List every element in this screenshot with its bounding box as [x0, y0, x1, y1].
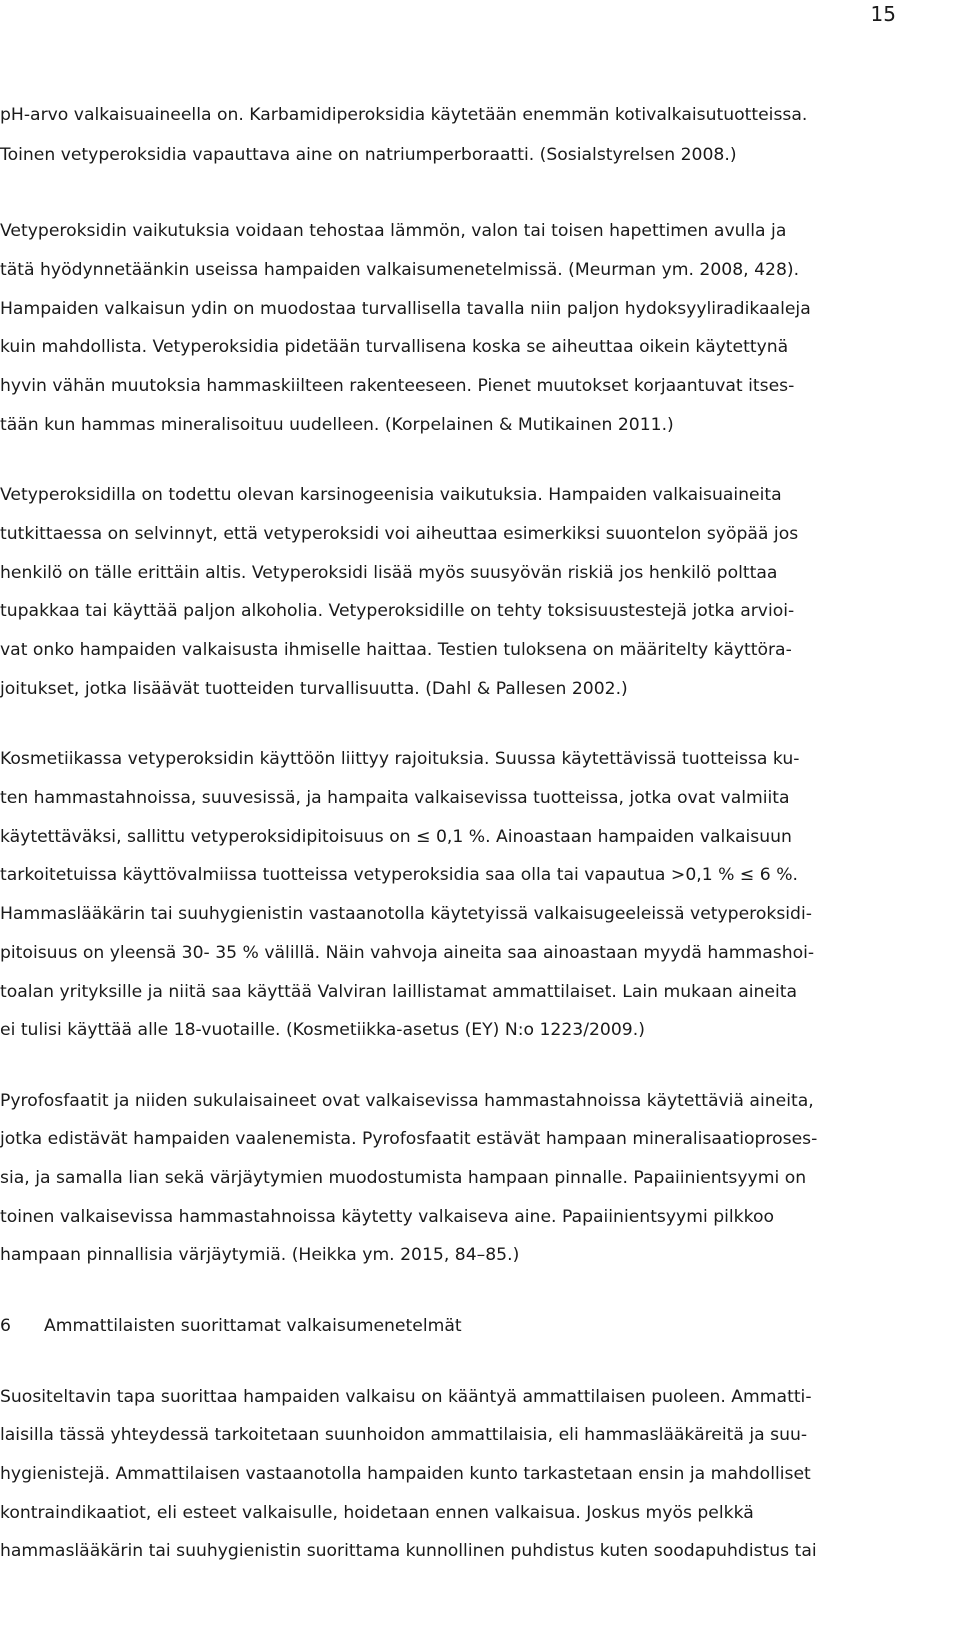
text-line: sia, ja samalla lian sekä värjäytymien muodostumista hampaan pinnalle. Papaiinientsyymi on	[0, 1168, 807, 1188]
text-line: hampaan pinnallisia värjäytymiä. (Heikka ym. 2015, 84–85.)	[0, 1245, 520, 1265]
text-line: tarkoitetuissa käyttövalmiissa tuotteissa vetyperoksidia saa olla tai vapautua >0,1 % ≤ 6 %.	[0, 865, 798, 885]
text-line: joitukset, jotka lisäävät tuotteiden turvallisuutta. (Dahl & Pallesen 2002.)	[0, 679, 628, 699]
text-line: Vetyperoksidin vaikutuksia voidaan tehostaa lämmön, valon tai toisen hapettimen avulla ja	[0, 221, 787, 241]
text-line: hammaslääkärin tai suuhygienistin suorittama kunnollinen puhdistus kuten soodapuhdistus tai	[0, 1541, 817, 1561]
text-line: hyvin vähän muutoksia hammaskiilteen rakenteeseen. Pienet muutokset korjaantuvat itses-	[0, 376, 795, 396]
section-title: Ammattilaisten suorittamat valkaisumenetelmät	[44, 1316, 462, 1336]
text-line: kontraindikaatiot, eli esteet valkaisulle, hoidetaan ennen valkaisua. Joskus myös pelkkä	[0, 1503, 754, 1523]
text-line: Suositeltavin tapa suorittaa hampaiden valkaisu on kääntyä ammattilaisen puoleen. Ammatti-	[0, 1387, 812, 1407]
text-line: ei tulisi käyttää alle 18-vuotaille. (Kosmetiikka-asetus (EY) N:o 1223/2009.)	[0, 1020, 645, 1040]
text-line: henkilö on tälle erittäin altis. Vetyperoksidi lisää myös suusyövän riskiä jos henkilö polttaa	[0, 563, 778, 583]
text-line: pH-arvo valkaisuaineella on. Karbamidiperoksidia käytetään enemmän kotivalkaisutuotteissa.	[0, 105, 808, 125]
text-line: pitoisuus on yleensä 30- 35 % välillä. Näin vahvoja aineita saa ainoastaan myydä hammashoi-	[0, 943, 815, 963]
text-line: jotka edistävät hampaiden vaalenemista. Pyrofosfaatit estävät hampaan mineralisaatioproses-	[0, 1129, 818, 1149]
text-line: tään kun hammas mineralisoituu uudelleen. (Korpelainen & Mutikainen 2011.)	[0, 415, 674, 435]
text-line: käytettäväksi, sallittu vetyperoksidipitoisuus on ≤ 0,1 %. Ainoastaan hampaiden valkaisuun	[0, 827, 792, 847]
section-heading	[0, 1314, 462, 1338]
text-line: Vetyperoksidilla on todettu olevan karsinogeenisia vaikutuksia. Hampaiden valkaisuaineita	[0, 485, 782, 505]
text-line: laisilla tässä yhteydessä tarkoitetaan suunhoidon ammattilaisia, eli hammaslääkäreitä ja suu-	[0, 1425, 808, 1445]
section-number: 6	[0, 1316, 11, 1336]
text-line: Pyrofosfaatit ja niiden sukulaisaineet ovat valkaisevissa hammastahnoissa käytettäviä aineita,	[0, 1091, 814, 1111]
text-line: toinen valkaisevissa hammastahnoissa käytetty valkaiseva aine. Papaiinientsyymi pilkkoo	[0, 1207, 774, 1227]
text-line: hygienistejä. Ammattilaisen vastaanotolla hampaiden kunto tarkastetaan ensin ja mahdolliset	[0, 1464, 811, 1484]
page-number: 15	[870, 2, 896, 26]
text-line: kuin mahdollista. Vetyperoksidia pidetään turvallisena koska se aiheuttaa oikein käytettynä	[0, 337, 789, 357]
text-line: vat onko hampaiden valkaisusta ihmiselle haittaa. Testien tuloksena on määritelty käyttöra-	[0, 640, 792, 660]
text-line: Hampaiden valkaisun ydin on muodostaa turvallisella tavalla niin paljon hydoksyyliradikaaleja	[0, 299, 811, 319]
text-line: Hammaslääkärin tai suuhygienistin vastaanotolla käytetyissä valkaisugeeleissä vetyperoksidi-	[0, 904, 812, 924]
text-line: toalan yrityksille ja niitä saa käyttää Valviran laillistamat ammattilaiset. Lain mukaan aineita	[0, 982, 798, 1002]
text-line: tätä hyödynnetäänkin useissa hampaiden valkaisumenetelmissä. (Meurman ym. 2008, 428).	[0, 260, 800, 280]
text-line: ten hammastahnoissa, suuvesissä, ja hampaita valkaisevissa tuotteissa, jotka ovat valmiita	[0, 788, 790, 808]
text-line: tutkittaessa on selvinnyt, että vetyperoksidi voi aiheuttaa esimerkiksi suuontelon syöpää jos	[0, 524, 799, 544]
text-line: Toinen vetyperoksidia vapauttava aine on natriumperboraatti. (Sosialstyrelsen 2008.)	[0, 145, 737, 165]
text-line: Kosmetiikassa vetyperoksidin käyttöön liittyy rajoituksia. Suussa käytettävissä tuotteissa ku-	[0, 749, 800, 769]
text-line: tupakkaa tai käyttää paljon alkoholia. Vetyperoksidille on tehty toksisuustestejä jotka arvioi-	[0, 601, 795, 621]
